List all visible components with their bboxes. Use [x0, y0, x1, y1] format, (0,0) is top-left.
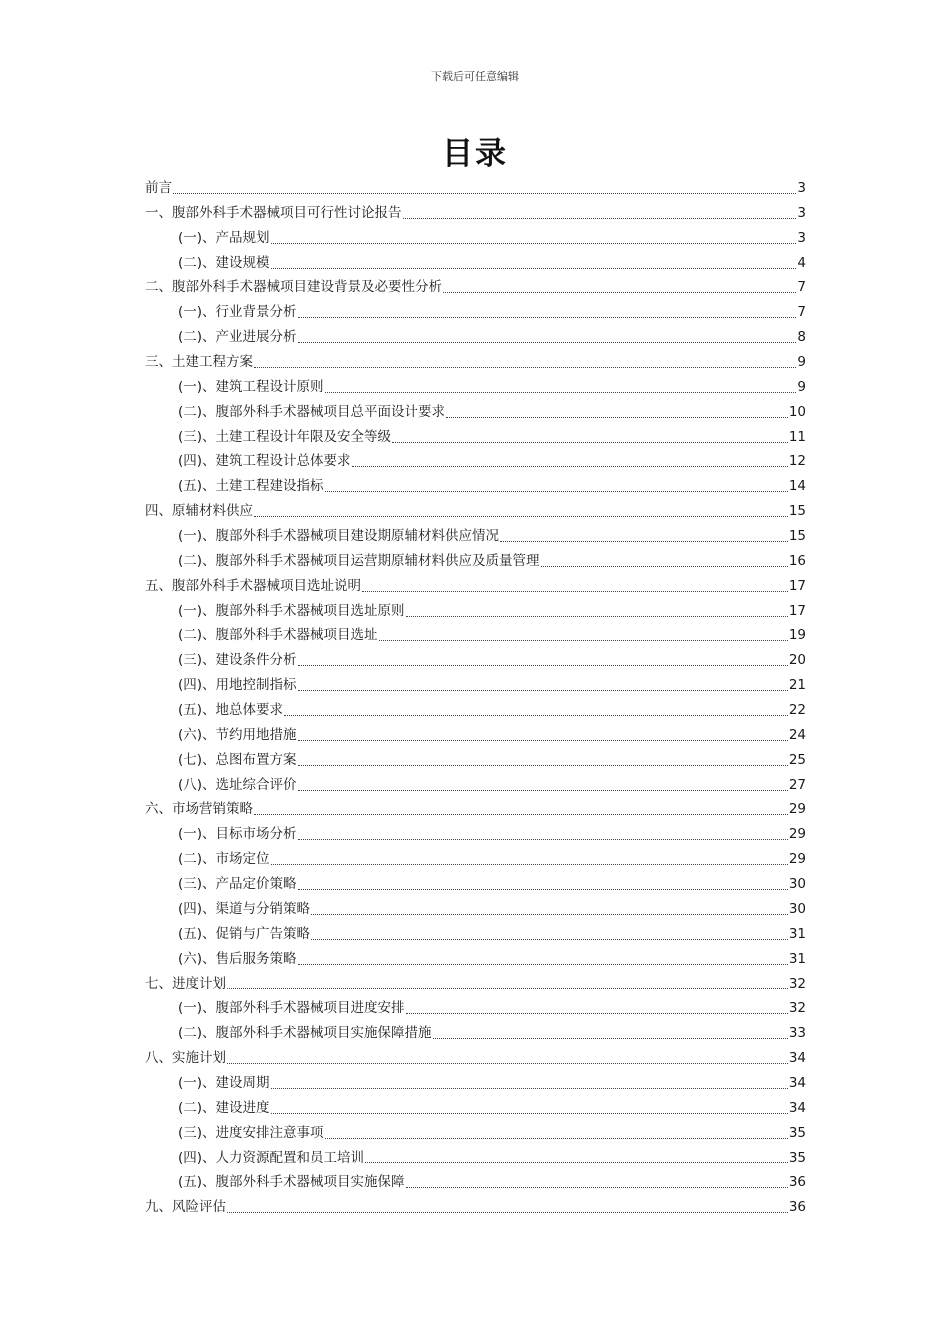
- toc-entry[interactable]: [145, 797, 806, 822]
- toc-dot-leader: [406, 1187, 788, 1188]
- toc-page-number: 36: [788, 1174, 806, 1191]
- toc-entry[interactable]: [145, 996, 806, 1021]
- toc-entry[interactable]: [145, 723, 806, 748]
- toc-entry-text: (四)、人力资源配置和员工培训: [178, 1149, 365, 1166]
- toc-page-number: 29: [788, 851, 806, 868]
- toc-dot-leader: [271, 1113, 788, 1114]
- toc-page-number: 3: [797, 204, 806, 221]
- toc-entry[interactable]: [145, 773, 806, 798]
- toc-dot-leader: [392, 442, 788, 443]
- toc-entry-text: (一)、建筑工程设计原则: [178, 378, 324, 395]
- toc-dot-leader: [433, 1038, 788, 1039]
- toc-entry[interactable]: [145, 226, 806, 251]
- toc-entry[interactable]: [145, 1096, 806, 1121]
- toc-page-number: 17: [788, 602, 806, 619]
- toc-entry[interactable]: [145, 1021, 806, 1046]
- page-header: 下载后可任意编辑: [431, 70, 519, 83]
- toc-page-number: 9: [797, 354, 806, 371]
- toc-page-number: 19: [788, 627, 806, 644]
- toc-page-number: 25: [788, 751, 806, 768]
- toc-entry-text: (三)、产品定价策略: [178, 876, 297, 893]
- toc-entry-text: (三)、土建工程设计年限及安全等级: [178, 428, 392, 445]
- toc-page-number: 16: [788, 552, 806, 569]
- toc-dot-leader: [379, 640, 788, 641]
- toc-page-number: 34: [788, 1099, 806, 1116]
- toc-dot-leader: [541, 566, 788, 567]
- toc-page-number: 8: [797, 329, 806, 346]
- toc-entry[interactable]: [145, 748, 806, 773]
- toc-dot-leader: [298, 665, 788, 666]
- toc-dot-leader: [298, 317, 797, 318]
- toc-page-number: 4: [797, 254, 806, 271]
- toc-dot-leader: [227, 1063, 788, 1064]
- toc-entry[interactable]: [145, 549, 806, 574]
- toc-dot-leader: [254, 516, 788, 517]
- toc-entry-text: (六)、售后服务策略: [178, 950, 297, 967]
- toc-page-number: 34: [788, 1074, 806, 1091]
- toc-entry[interactable]: [145, 1046, 806, 1071]
- toc-entry[interactable]: [145, 1146, 806, 1171]
- toc-entry-text: (二)、产业进展分析: [178, 329, 297, 346]
- toc-dot-leader: [298, 342, 797, 343]
- toc-dot-leader: [362, 591, 788, 592]
- toc-entry[interactable]: [145, 922, 806, 947]
- toc-page-number: 15: [788, 528, 806, 545]
- toc-page-number: 36: [788, 1199, 806, 1216]
- toc-entry-text: 四、原辅材料供应: [145, 503, 253, 520]
- toc-dot-leader: [446, 417, 788, 418]
- toc-entry-text: (四)、建筑工程设计总体要求: [178, 453, 351, 470]
- toc-page-number: 29: [788, 826, 806, 843]
- toc-page-number: 21: [788, 677, 806, 694]
- toc-page-number: 35: [788, 1149, 806, 1166]
- toc-dot-leader: [406, 1013, 788, 1014]
- toc-entry[interactable]: [145, 1170, 806, 1195]
- toc-entry[interactable]: [145, 1071, 806, 1096]
- toc-entry[interactable]: [145, 350, 806, 375]
- toc-entry-text: (一)、腹部外科手术器械项目选址原则: [178, 602, 405, 619]
- toc-entry-text: (六)、节约用地措施: [178, 726, 297, 743]
- toc-entry[interactable]: [145, 574, 806, 599]
- toc-dot-leader: [254, 814, 788, 815]
- toc-dot-leader: [298, 889, 788, 890]
- toc-entry-text: (四)、用地控制指标: [178, 677, 297, 694]
- toc-dot-leader: [298, 790, 788, 791]
- toc-entry-text: (二)、市场定位: [178, 851, 270, 868]
- toc-dot-leader: [325, 392, 797, 393]
- toc-entry[interactable]: [145, 847, 806, 872]
- toc-dot-leader: [254, 367, 796, 368]
- toc-entry-text: (二)、建设规模: [178, 254, 270, 271]
- toc-entry-text: 一、腹部外科手术器械项目可行性讨论报告: [145, 204, 402, 221]
- toc-entry[interactable]: [145, 698, 806, 723]
- toc-dot-leader: [298, 740, 788, 741]
- toc-entry-text: (一)、建设周期: [178, 1074, 270, 1091]
- toc-page-number: 24: [788, 726, 806, 743]
- toc-entry-text: (四)、渠道与分销策略: [178, 900, 311, 917]
- toc-page-number: 10: [788, 403, 806, 420]
- toc-entry-text: 前言: [145, 180, 172, 196]
- toc-entry-text: (一)、腹部外科手术器械项目建设期原辅材料供应情况: [178, 528, 500, 545]
- toc-entry[interactable]: [145, 524, 806, 549]
- toc-entry[interactable]: [145, 176, 806, 201]
- toc-page-number: 7: [797, 304, 806, 321]
- toc-dot-leader: [500, 541, 788, 542]
- toc-dot-leader: [311, 914, 788, 915]
- toc-entry[interactable]: [145, 251, 806, 276]
- toc-entry-text: 六、市场营销策略: [145, 801, 253, 818]
- toc-page-number: 35: [788, 1124, 806, 1141]
- toc-page-number: 27: [788, 776, 806, 793]
- toc-entry-text: (三)、进度安排注意事项: [178, 1124, 324, 1141]
- toc-entry[interactable]: [145, 897, 806, 922]
- toc-entry-text: 五、腹部外科手术器械项目选址说明: [145, 577, 361, 594]
- toc-dot-leader: [352, 466, 788, 467]
- toc-dot-leader: [403, 218, 797, 219]
- toc-entry[interactable]: [145, 822, 806, 847]
- toc-dot-leader: [271, 1088, 788, 1089]
- toc-page-number: 3: [797, 229, 806, 246]
- toc-dot-leader: [325, 1138, 788, 1139]
- toc-entry-text: (五)、促销与广告策略: [178, 925, 311, 942]
- toc-entry[interactable]: [145, 449, 806, 474]
- toc-entry[interactable]: [145, 947, 806, 972]
- toc-entry-text: (八)、选址综合评价: [178, 776, 297, 793]
- toc-page-number: 14: [788, 478, 806, 495]
- toc-page-number: 32: [788, 1000, 806, 1017]
- toc-dot-leader: [271, 268, 797, 269]
- toc-entry[interactable]: [145, 375, 806, 400]
- toc-entry[interactable]: [145, 623, 806, 648]
- toc-entry[interactable]: [145, 1195, 806, 1220]
- toc-entry[interactable]: [145, 648, 806, 673]
- toc-dot-leader: [271, 243, 797, 244]
- toc-page-number: 22: [788, 702, 806, 719]
- toc-entry[interactable]: [145, 972, 806, 997]
- toc-entry-text: (一)、目标市场分析: [178, 826, 297, 843]
- toc-page-number: 30: [788, 900, 806, 917]
- toc-page-number: 33: [788, 1025, 806, 1042]
- toc-entry-text: (五)、土建工程建设指标: [178, 478, 324, 495]
- toc-page-number: 12: [788, 453, 806, 470]
- toc-entry-text: (五)、腹部外科手术器械项目实施保障: [178, 1174, 405, 1191]
- toc-dot-leader: [173, 193, 796, 194]
- toc-entry-text: 九、风险评估: [145, 1199, 226, 1216]
- toc-page-number: 32: [788, 975, 806, 992]
- toc-entry[interactable]: [145, 325, 806, 350]
- toc-title: 目录: [442, 136, 508, 172]
- toc-dot-leader: [284, 715, 788, 716]
- toc-entry[interactable]: [145, 872, 806, 897]
- toc-entry[interactable]: [145, 300, 806, 325]
- toc-entry-text: (二)、腹部外科手术器械项目总平面设计要求: [178, 403, 446, 420]
- toc-entry-text: (五)、地总体要求: [178, 702, 284, 719]
- toc-entry-text: (一)、产品规划: [178, 229, 270, 246]
- table-of-contents: [145, 176, 806, 1220]
- toc-entry-text: (二)、建设进度: [178, 1099, 270, 1116]
- toc-entry[interactable]: [145, 673, 806, 698]
- toc-dot-leader: [365, 1162, 788, 1163]
- toc-entry[interactable]: [145, 499, 806, 524]
- toc-page-number: 31: [788, 925, 806, 942]
- toc-entry-text: 七、进度计划: [145, 975, 226, 992]
- toc-dot-leader: [298, 765, 788, 766]
- toc-page-number: 20: [788, 652, 806, 669]
- toc-page-number: 34: [788, 1050, 806, 1067]
- toc-dot-leader: [227, 1212, 788, 1213]
- toc-dot-leader: [227, 988, 788, 989]
- toc-entry[interactable]: [145, 400, 806, 425]
- toc-entry-text: (七)、总图布置方案: [178, 751, 297, 768]
- toc-entry[interactable]: [145, 201, 806, 226]
- toc-entry-text: (二)、腹部外科手术器械项目运营期原辅材料供应及质量管理: [178, 552, 540, 569]
- toc-entry-text: (一)、腹部外科手术器械项目进度安排: [178, 1000, 405, 1017]
- toc-entry[interactable]: [145, 474, 806, 499]
- toc-entry-text: 二、腹部外科手术器械项目建设背景及必要性分析: [145, 279, 442, 296]
- toc-dot-leader: [271, 864, 788, 865]
- toc-dot-leader: [311, 939, 788, 940]
- toc-page-number: 17: [788, 577, 806, 594]
- toc-page-number: 11: [788, 428, 806, 445]
- toc-dot-leader: [298, 839, 788, 840]
- toc-page-number: 31: [788, 950, 806, 967]
- toc-dot-leader: [298, 690, 788, 691]
- toc-page-number: 7: [797, 279, 806, 296]
- toc-entry-text: 三、土建工程方案: [145, 354, 253, 371]
- toc-page-number: 29: [788, 801, 806, 818]
- toc-page-number: 30: [788, 876, 806, 893]
- toc-entry-text: (一)、行业背景分析: [178, 304, 297, 321]
- toc-entry-text: (二)、腹部外科手术器械项目选址: [178, 627, 378, 644]
- toc-entry[interactable]: [145, 275, 806, 300]
- toc-dot-leader: [325, 491, 788, 492]
- toc-entry-text: (三)、建设条件分析: [178, 652, 297, 669]
- toc-entry[interactable]: [145, 425, 806, 450]
- toc-entry-text: (二)、腹部外科手术器械项目实施保障措施: [178, 1025, 432, 1042]
- toc-entry[interactable]: [145, 1121, 806, 1146]
- toc-dot-leader: [298, 964, 788, 965]
- toc-page-number: 15: [788, 503, 806, 520]
- toc-entry-text: 八、实施计划: [145, 1050, 226, 1067]
- toc-page-number: 3: [797, 180, 806, 196]
- toc-dot-leader: [406, 616, 788, 617]
- toc-page-number: 9: [797, 378, 806, 395]
- toc-dot-leader: [443, 292, 796, 293]
- toc-entry[interactable]: [145, 599, 806, 624]
